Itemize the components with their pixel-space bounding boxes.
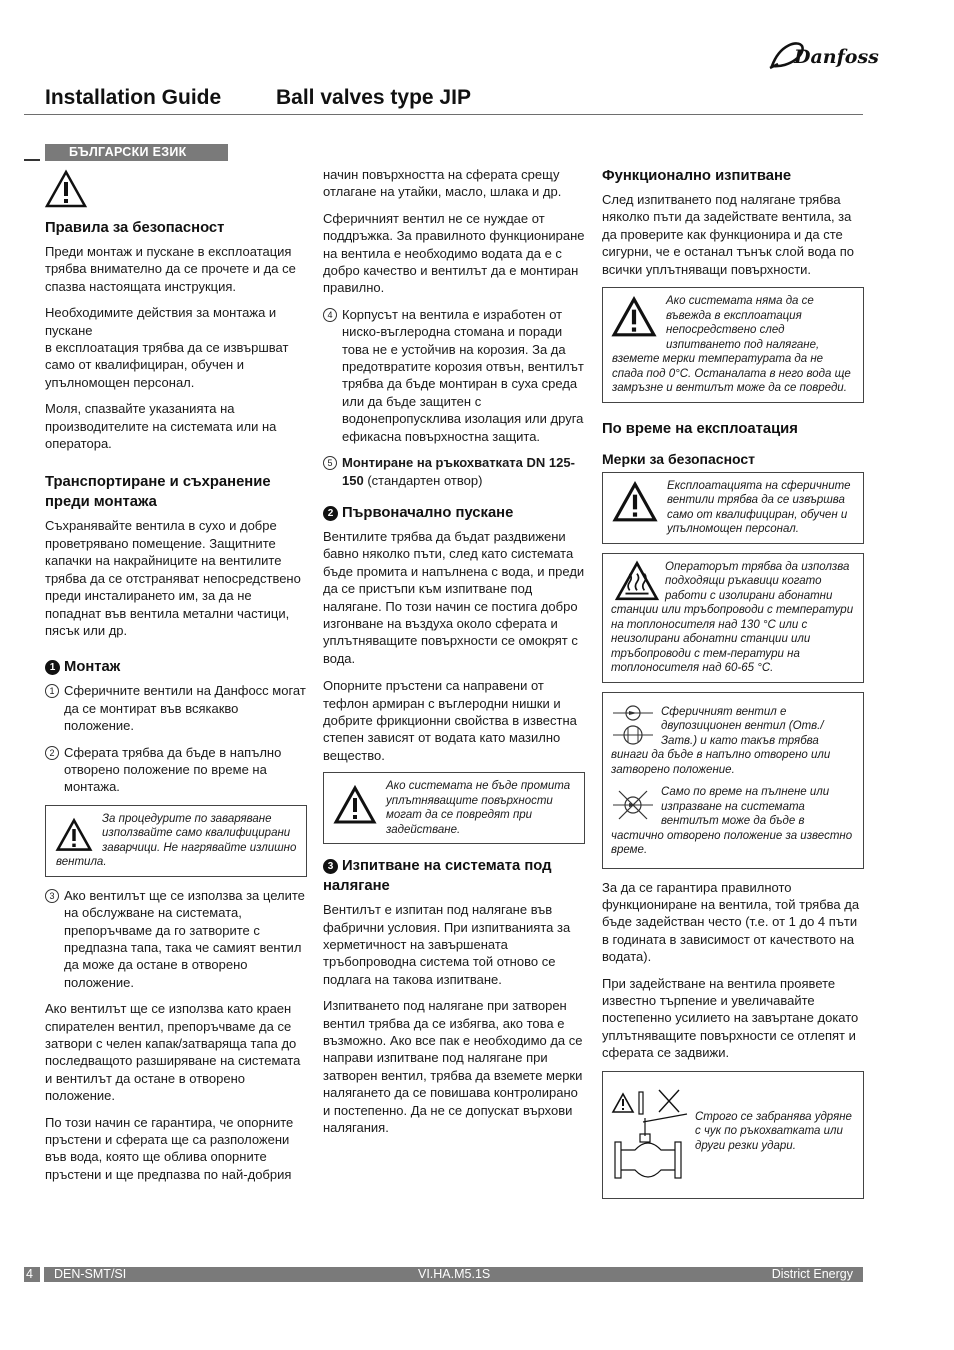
- partial-position-text: Само по време на пълнене или изпразване на системата вентилът може да бъде в частично отворено положение за известно време.: [611, 786, 853, 857]
- warning-icon: [334, 785, 376, 825]
- valve-open-closed-symbol: [611, 705, 655, 745]
- welding-warning-box: [45, 805, 307, 877]
- valve-position-text: Сферичният вентил е двупозиционен вентил (Отв./Затв.) и като такъв трябва винаги да бъде в напълно отворено или затворено положение.: [611, 705, 831, 776]
- step-number: 2: [323, 506, 338, 521]
- header-rule: [24, 114, 863, 115]
- warning-icon: [45, 170, 87, 208]
- qualified-paragraph: Необходимите действия за монтажа и пускане: [45, 305, 277, 338]
- startup-heading-text: Първоначално пускане: [342, 504, 514, 521]
- footer-separator: [40, 1267, 44, 1282]
- operator-warning-text: Експлоатацията на сферичните вентили трябва да се извършва само от квалифициран, обучен и упълномощен персонал.: [667, 479, 851, 536]
- item-text: Сферата трябва да бъде в напълно отворено положение по време на монтажа.: [64, 744, 282, 795]
- valve-partial-crossed-symbol: [611, 785, 655, 825]
- step-number: 1: [45, 660, 60, 675]
- operation-heading: По време на експлоатация: [602, 420, 798, 437]
- page-number: 4: [26, 1267, 33, 1281]
- warning-icon: [56, 818, 92, 852]
- item-text: Корпусът на вентила е изработен от ниско-въглеродна стомана и поради това не е устойчив на корозия. За да предотвратите корозия отвън, вентилът трябва да бъде монтиран в суха среда или да бъде защитен с водонепропусклива изолация или друга ефикасна повърхностна защита.: [342, 306, 584, 444]
- position-row-partial: [611, 785, 855, 858]
- frost-warning-text: Ако системата няма да се въвежда в експлоатация непосредствено след изпитването под налягане, вземете мерки температурата да не спада под 0°C. Останалата в него вода ще замръзне и вентилът може да се повреди.: [612, 295, 851, 395]
- operator-warning-box: [602, 472, 864, 544]
- function-test-paragraph: След изпитването под налягане трябва няколко пъти да задействате вентила, за да проверите как функционира и да сте сигурни, че е останал тънък слой вода по всички уплътняващи повърхности.: [602, 192, 855, 277]
- pressure-test-paragraph: Вентилът е изпитан под налягане във фабрични условия. При изпитванията за херметичност на завършената тръбопроводна система той отново се подлага на такова изпитване.: [323, 902, 571, 987]
- logo-wordmark: Danfoss: [794, 46, 879, 68]
- function-test-heading: Функционално изпитване: [602, 168, 792, 184]
- frequency-paragraph: За да се гарантира правилното функциониране на вентила, той трябва да бъде задействан често (т.е. от 1 до 4 пъти в годината в зависимост от качеството на водата).: [602, 879, 860, 965]
- column-1: [45, 166, 307, 1192]
- language-marker: [24, 159, 40, 161]
- continued-paragraph: начин повърхността на сферата срещу отлагане на утайки, масло, шлака и др.: [323, 167, 562, 200]
- guarantee-paragraph: По този начин се гарантира, че опорните пръстени и сферата ще са разположени във вода, която ще облива опорните пръстени и ще предпазва по най-добрия: [45, 1114, 294, 1182]
- closed-valve-paragraph: Изпитването под налягане при затворен вентил трябва да се избягва, ако това е възможно. Ако все пак е необходимо да се направи изпитване под налягане при затворен вентил, трябва да вземете мерки налягането да се повишава контролирано и постепенно. Да не се допускат върхови налягания.: [323, 998, 583, 1136]
- transport-heading: Транспортиране и съхранение преди монтажа: [45, 474, 271, 511]
- end-valve-paragraph: Ако вентилът ще се използва като краен спирателен вентил, препоръчваме да се затвори с челен капак/затваряща тапа до последващото разширяване на системата и вентилът да остане в отворено положение.: [45, 1001, 301, 1104]
- maintenance-paragraph: Сферичният вентил не се нуждае от поддръжка. За правилното функциониране на вентила е необходимо водата да е с добро качество и вентилът да е монтиран правилно.: [323, 210, 585, 296]
- transport-paragraph: Съхранявайте вентила в сухо и добре проветрявано помещение. Защитните капачки на накрайниците на вентилите трябва да се отстраняват непосредствено преди инсталирането им, за да не попаднат във вентила метални частици, пясък или др.: [45, 518, 301, 638]
- footer-segment: District Energy: [771, 1267, 853, 1281]
- startup-paragraph: Вентилите трябва да бъдат раздвижени бавно няколко пъти, след като системата бъде промита и напълнена с вода, и преди да се пристъпи към изпитване под налягане. По този начин се постига добро изгонване на въздуха около сферата и уплътняващите повърхности се омокрят с вода.: [323, 528, 585, 666]
- product-title: Ball valves type JIP: [276, 86, 471, 109]
- column-3: [602, 166, 864, 1209]
- hammer-warning-text: Строго се забранява удряне с чук по ръкохватката или други резки удари.: [695, 1110, 852, 1152]
- frost-warning-box: [602, 287, 864, 403]
- item-text: (стандартен отвор): [363, 472, 483, 488]
- flush-warning-box: [323, 772, 585, 844]
- list-item: [45, 682, 307, 734]
- mount-heading-text: Монтаж: [64, 659, 121, 676]
- list-item: [45, 744, 307, 796]
- footer-doc-number: VI.HA.M5.1S: [418, 1267, 491, 1281]
- valve-hammer-prohibited-icon: [611, 1086, 691, 1182]
- patience-paragraph: При задействане на вентила проявете известно търпение и увеличавайте постепенно усилието на завъртане докато уплътняващите повърхности се отлепят и сферата се задвижи.: [602, 975, 859, 1061]
- item-marker: 3: [45, 889, 59, 903]
- hot-surface-icon: [615, 561, 659, 601]
- valve-position-box: [602, 692, 864, 869]
- position-row-open: [611, 705, 855, 778]
- safety-measures-heading: Мерки за безопасност: [602, 450, 756, 467]
- warning-icon: [613, 481, 657, 523]
- item-text-bold: Монтиране на ръкохватката DN 125-150: [342, 455, 575, 488]
- item-text: Ако вентилът ще се използва за целите на обслужване на системата, препоръчваме да го затворите с предпазна тапа, така че самият вентил да може да остане в отворено положение.: [64, 887, 305, 990]
- hot-surface-warning-box: [602, 553, 864, 683]
- manufacturer-paragraph: Моля, спазвайте указанията на производителите на системата или на оператора.: [45, 401, 277, 452]
- column-2: [323, 166, 585, 1145]
- item-marker: 2: [45, 746, 59, 760]
- guide-title: Installation Guide: [45, 86, 222, 109]
- item-text: Сферичните вентили на Данфосс могат да се монтират във всякакво положение.: [64, 683, 306, 734]
- pressure-test-heading: [323, 856, 585, 896]
- mount-heading: [45, 657, 307, 677]
- hot-surface-warning-text: Операторът трябва да използва подходящи ръкавици когато работи с изолирани абонатни станции или тръбопроводи с температури на топлоносителя над 130 °C или с неизолирани абонатни станции или тръбопроводи с тем-ператури на топлоносителя над 60-65 °C.: [611, 560, 854, 675]
- rings-paragraph: Опорните пръстени са направени от тефлон армиран с въглеродни нишки и добрите фрикционни свойства в известна степен зависят от водата като мазилно вещество.: [323, 678, 577, 763]
- startup-heading: [323, 503, 585, 523]
- flush-warning-text: Ако системата не бъде промита уплътняващите повърхности могат да се повредят при задействане.: [386, 780, 571, 836]
- hammer-warning-box: [602, 1071, 864, 1199]
- list-item: [45, 887, 307, 991]
- item-marker: 1: [45, 684, 59, 698]
- warning-icon: [612, 296, 656, 338]
- safety-heading: Правила за безопасност: [45, 220, 225, 236]
- language-label: БЪЛГАРСКИ ЕЗИК: [45, 144, 228, 161]
- item-marker: 4: [323, 308, 337, 322]
- qualified-paragraph-cont: в експлоатация трябва да се извършват само от квалифициран, обучен и упълномощен персонал.: [45, 340, 289, 390]
- page-footer: [24, 1267, 863, 1282]
- list-item: [323, 306, 585, 445]
- danfoss-logo: [768, 36, 879, 76]
- pressure-test-heading-text: Изпитване на системата под налягане: [323, 858, 552, 895]
- step-number: 3: [323, 859, 338, 874]
- safety-paragraph: Преди монтаж и пускане в експлоатация трябва внимателно да се прочете и да се спазва настоящата инструкция.: [45, 244, 296, 294]
- footer-code: DEN-SMT/SI: [54, 1267, 127, 1281]
- welding-warning-text: За процедурите по заваряване използвайте само квалифицирани заварчици. Не нагрявайте излишно вентила.: [56, 812, 297, 869]
- item-marker: 5: [323, 456, 337, 470]
- list-item: [323, 454, 585, 489]
